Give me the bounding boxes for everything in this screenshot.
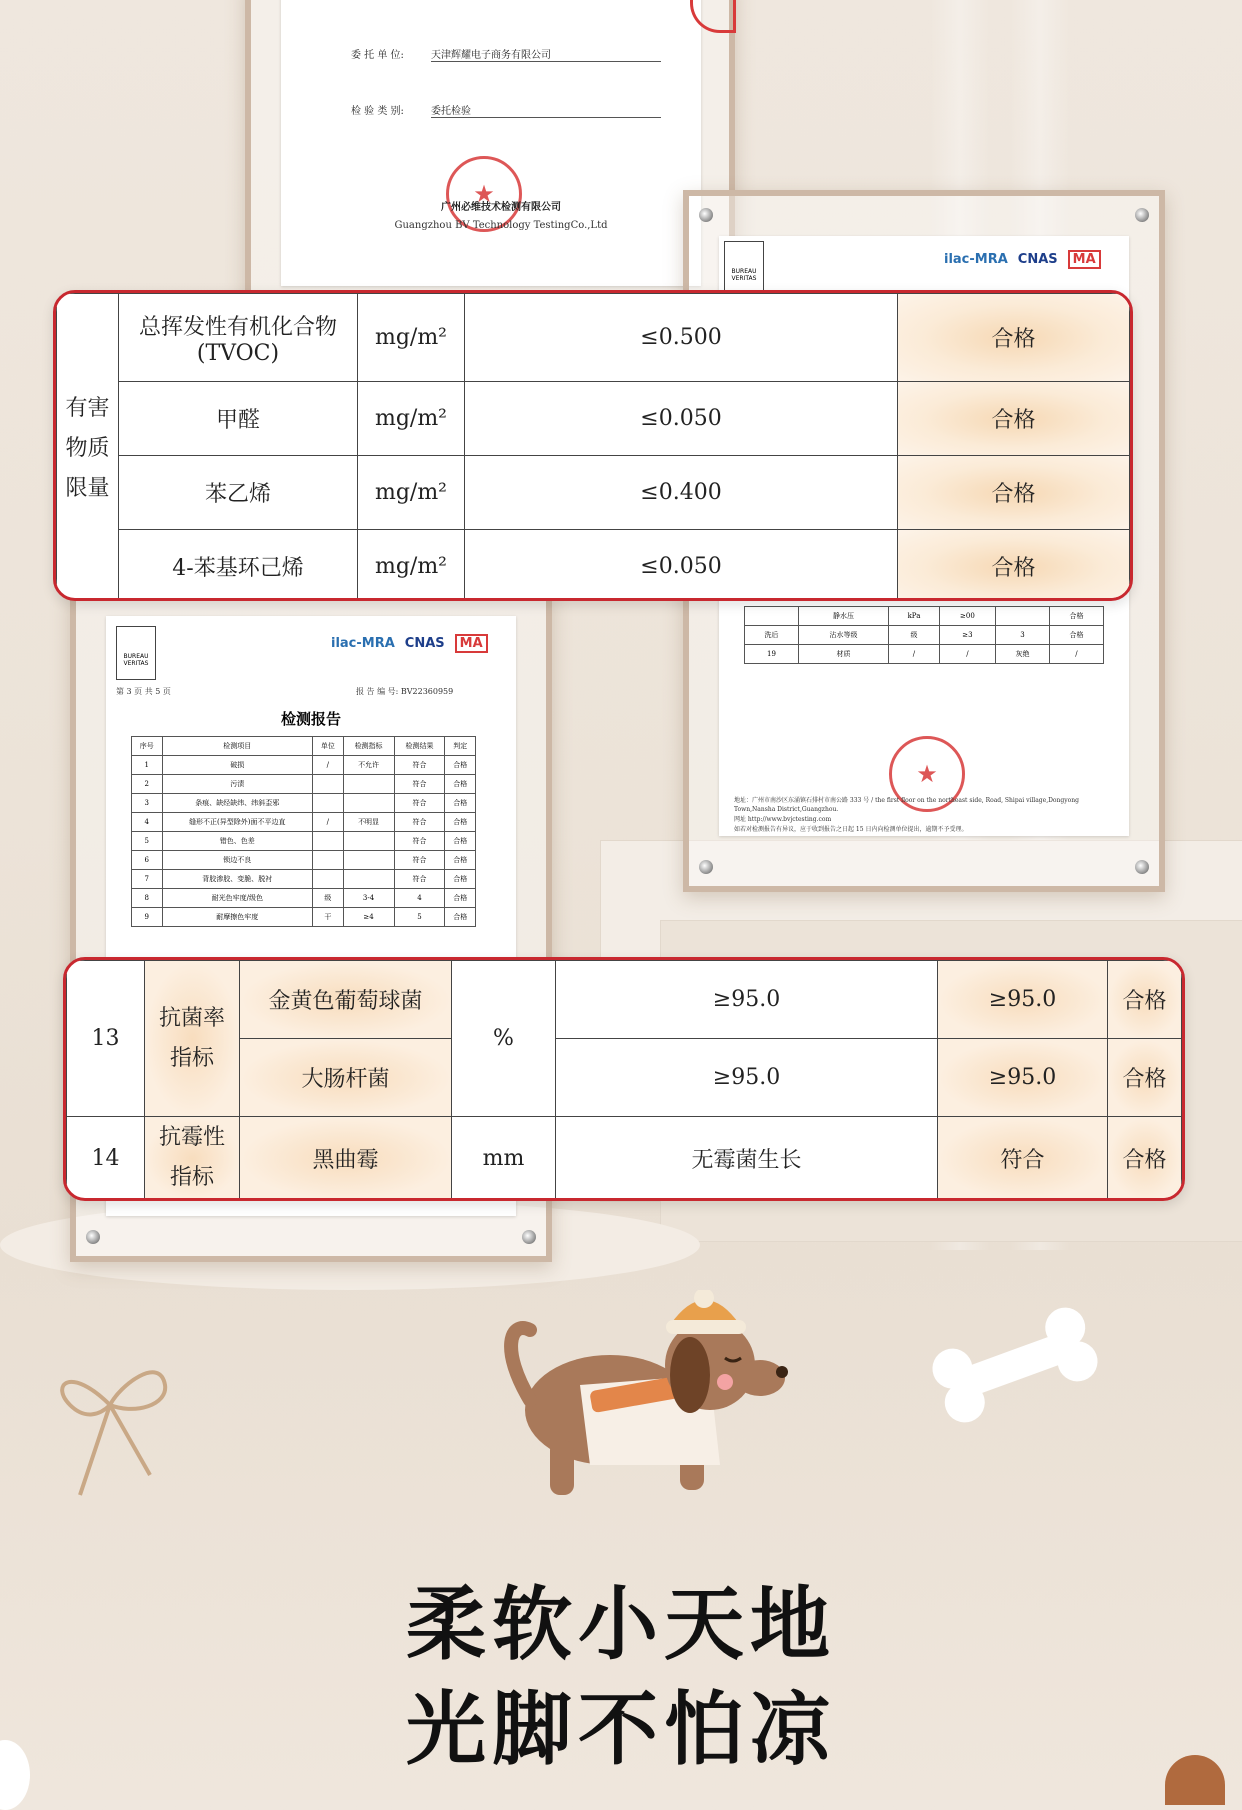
group-label: 有害物质限量 bbox=[57, 294, 119, 602]
company-cn: 广州必维技术检测有限公司 bbox=[441, 202, 561, 213]
item-name: 抗菌率 指标 bbox=[145, 961, 240, 1117]
ilac-logo: ilac-MRA bbox=[331, 636, 395, 651]
table-row: 1 破损 / 不允许 符合 合格 bbox=[132, 756, 476, 775]
item-name: 4-苯基环己烯 bbox=[119, 530, 358, 602]
page-info: 第 3 页 共 5 页 bbox=[116, 687, 171, 696]
table-row: 7 背胶渗胶、变脆、脱衬 符合 合格 bbox=[132, 870, 476, 889]
table-row bbox=[57, 382, 1130, 456]
frame-screw bbox=[1135, 208, 1149, 222]
cnas-logo: CNAS bbox=[1017, 252, 1058, 267]
unit: mg/m² bbox=[358, 530, 465, 602]
limit: ≤0.050 bbox=[465, 530, 898, 602]
report-table-left bbox=[131, 736, 476, 927]
table-row: 3 条痕、缺经缺纬、纬斜歪邪 符合 合格 bbox=[132, 794, 476, 813]
lab-website: 网址 http://www.bvjctesting.com bbox=[734, 816, 832, 823]
measured-value: 符合 bbox=[938, 1117, 1108, 1200]
frame-screw bbox=[699, 208, 713, 222]
table-row: 6 锁边不良 符合 合格 bbox=[132, 851, 476, 870]
red-seal-stamp: ★ bbox=[446, 156, 522, 232]
item-name: 抗霉性 指标 bbox=[145, 1117, 240, 1200]
bureau-veritas-logo: BUREAU VERITAS bbox=[724, 241, 764, 295]
ilac-logo: ilac-MRA bbox=[944, 252, 1008, 267]
unit: mg/m² bbox=[358, 456, 465, 530]
cnas-logo: CNAS bbox=[404, 636, 445, 651]
dog-mascot-icon bbox=[490, 1290, 790, 1510]
limit: ≥95.0 bbox=[556, 1039, 938, 1117]
sub-item: 黑曲霉 bbox=[240, 1117, 452, 1200]
limit: ≤0.050 bbox=[465, 382, 898, 456]
result: 合格 bbox=[898, 530, 1130, 602]
item-name: 总挥发性有机化合物 (TVOC) bbox=[119, 294, 358, 382]
row-number: 14 bbox=[67, 1117, 145, 1200]
table-row: 静水压 kPa ≥00 合格 bbox=[745, 607, 1104, 626]
type-label: 检 验 类 别: bbox=[351, 106, 404, 117]
report-number: 报 告 编 号: BV22360959 bbox=[356, 687, 454, 696]
frame-screw bbox=[1135, 860, 1149, 874]
frame-screw bbox=[86, 1230, 100, 1244]
table-row bbox=[57, 456, 1130, 530]
lab-address: 地址：广州市南沙区东涌镇石排村市南公路 333 号 / the first floor on the northeast side, Road, Shipai village,Dongyong Town,Nansha District,Guangzhou. bbox=[734, 797, 1079, 813]
red-seal-stamp: ★ bbox=[889, 736, 965, 812]
certificate-frame-top bbox=[245, 0, 735, 322]
result: 合格 bbox=[1108, 961, 1182, 1039]
limit: ≥95.0 bbox=[556, 961, 938, 1039]
client-value: 天津辉耀电子商务有限公司 bbox=[431, 46, 661, 62]
company-en: Guangzhou BV Technology TestingCo.,Ltd bbox=[394, 220, 608, 231]
sub-item: 大肠杆菌 bbox=[240, 1039, 452, 1117]
report-title: 检测报告 bbox=[280, 710, 341, 728]
certificate-cover bbox=[281, 0, 701, 286]
unit: mg/m² bbox=[358, 294, 465, 382]
client-label: 委 托 单 位: bbox=[351, 50, 404, 61]
frame-screw bbox=[699, 860, 713, 874]
ribbon-bow-icon bbox=[40, 1345, 180, 1515]
table-row: 8 耐光色牢度/级色 级 3-4 4 合格 bbox=[132, 889, 476, 908]
table-row bbox=[57, 530, 1130, 602]
table-row: 9 耐摩擦色牢度 干 ≥4 5 合格 bbox=[132, 908, 476, 927]
slogan-line-1: 柔软小天地 bbox=[406, 1578, 836, 1671]
table-row: 4 缝形不正(异型除外)面不平边直 / 不明显 符合 合格 bbox=[132, 813, 476, 832]
table-row bbox=[67, 961, 1182, 1039]
unit: mm bbox=[452, 1117, 556, 1200]
bone-icon bbox=[915, 1295, 1115, 1435]
report-table-right bbox=[744, 606, 1104, 664]
ma-logo: MA bbox=[1068, 250, 1101, 269]
measured-value: ≥95.0 bbox=[938, 961, 1108, 1039]
result: 合格 bbox=[1108, 1039, 1182, 1117]
accreditation-logos bbox=[331, 634, 488, 653]
table-row bbox=[67, 1117, 1182, 1200]
table-header-row: 序号 检测项目 单位 检测指标 检测结果 判定 bbox=[132, 737, 476, 756]
item-name: 甲醛 bbox=[119, 382, 358, 456]
slogan-line-2: 光脚不怕凉 bbox=[406, 1683, 836, 1776]
accreditation-logos bbox=[944, 250, 1101, 269]
harmful-substance-table bbox=[53, 290, 1133, 601]
sub-item: 金黄色葡萄球菌 bbox=[240, 961, 452, 1039]
result: 合格 bbox=[898, 382, 1130, 456]
table-row: 洗后 沾水等级 级 ≥3 3 合格 bbox=[745, 626, 1104, 645]
bureau-veritas-logo: BUREAU VERITAS bbox=[116, 626, 156, 680]
result: 合格 bbox=[1108, 1117, 1182, 1200]
limit: ≤0.400 bbox=[465, 456, 898, 530]
measured-value: ≥95.0 bbox=[938, 1039, 1108, 1117]
report-note: 如若对检测报告有异议，应于收到报告之日起 15 日内向检测单位提出，逾期不予受理。 bbox=[734, 826, 968, 833]
table-row bbox=[57, 294, 1130, 382]
unit: mg/m² bbox=[358, 382, 465, 456]
table-row: 19 材质 / / 灰绝 / bbox=[745, 645, 1104, 664]
unit: % bbox=[452, 961, 556, 1117]
result: 合格 bbox=[898, 294, 1130, 382]
limit: ≤0.500 bbox=[465, 294, 898, 382]
type-value: 委托检验 bbox=[431, 102, 661, 118]
frame-screw bbox=[522, 1230, 536, 1244]
row-number: 13 bbox=[67, 961, 145, 1117]
item-name: 苯乙烯 bbox=[119, 456, 358, 530]
table-row: 5 错色、色差 符合 合格 bbox=[132, 832, 476, 851]
antibacterial-table bbox=[63, 957, 1185, 1201]
limit: 无霉菌生长 bbox=[556, 1117, 938, 1200]
ma-logo: MA bbox=[455, 634, 488, 653]
table-row: 2 污渍 符合 合格 bbox=[132, 775, 476, 794]
result: 合格 bbox=[898, 456, 1130, 530]
